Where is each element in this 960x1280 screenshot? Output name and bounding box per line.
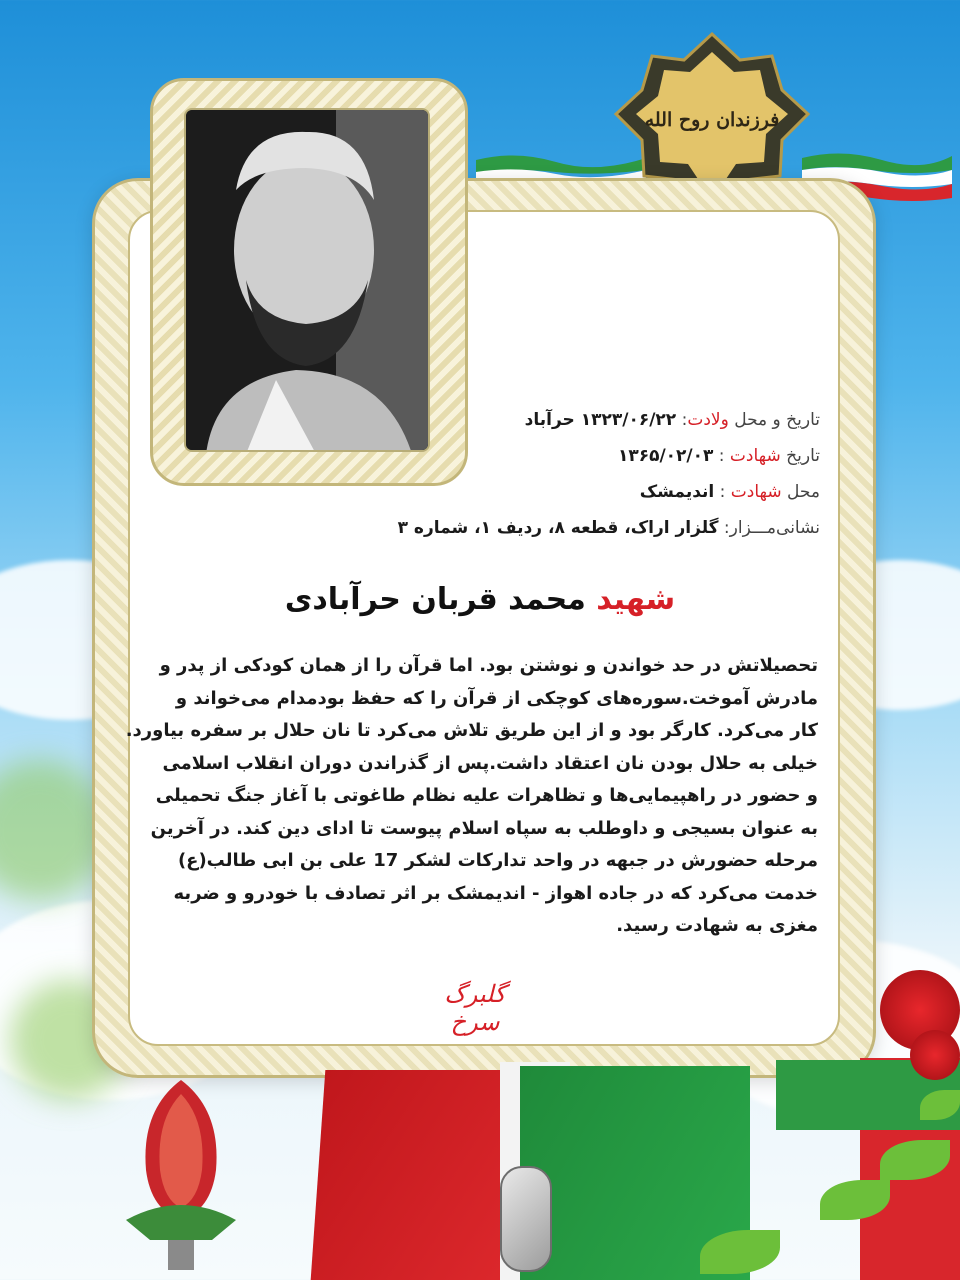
martyr-place-label-highlight: شهادت	[730, 482, 782, 502]
signature-logo: گلبرگ سرخ	[444, 980, 506, 1036]
martyr-place-label-colon: :	[714, 482, 731, 502]
portrait-image	[186, 110, 430, 452]
tulip-monument	[116, 1070, 246, 1270]
martyr-place-label: محل	[781, 482, 820, 502]
martyr-name-title	[160, 582, 800, 617]
grave-label: نشانی‌مـــزار:	[718, 518, 820, 538]
bio-line: خیلی به حلال بودن نان اعتقاد داشت.پس از گذراندن دوران انقلاب اسلامی	[162, 752, 818, 774]
bio-line: مادرش آموخت.سوره‌های کوچکی از قرآن را که حفظ بودمدام می‌خواند و	[175, 687, 818, 709]
bio-line: کار می‌کرد. کارگر بود و از این طریق تلاش می‌کرد تا نان حلال بر سفره بیاورد.	[125, 720, 818, 741]
bio-line: مغزی به شهادت رسید.	[616, 915, 818, 936]
biography-text	[125, 650, 818, 943]
martyr-photo	[184, 108, 430, 452]
birth-label: تاریخ و محل	[728, 410, 820, 430]
grave-value: گلزار اراک، قطعه ۸، ردیف ۱، شماره ۳	[397, 518, 719, 538]
title-prefix: شهید	[596, 582, 676, 617]
martyr-place-row	[260, 474, 820, 510]
birth-value: ۱۳۲۳/۰۶/۲۲ حرآباد	[524, 410, 677, 430]
red-flower	[910, 1030, 960, 1080]
birth-label-colon: :	[676, 410, 688, 430]
martyr-date-label: تاریخ	[780, 446, 820, 466]
bio-line: مرحله حضورش در جبهه در واحد تدارکات لشکر 17 علی بن ابی طالب(ع)	[177, 850, 818, 871]
calligraphy-text: فرزندان روح الله	[644, 109, 780, 131]
bio-line: خدمت می‌کرد که در جاده اهواز - اندیمشک بر اثر تصادف با خودرو و ضربه	[173, 882, 818, 904]
dog-tag	[500, 1166, 552, 1272]
martyr-date-label-highlight: شهادت	[729, 446, 781, 466]
bio-line: به عنوان بسیجی و داوطلب به سپاه اسلام پیوست تا ادای دین کند. در آخرین	[150, 817, 818, 839]
birth-label-highlight: ولادت	[687, 410, 729, 430]
martyr-place-value: اندیمشک	[639, 482, 715, 502]
grave-row	[260, 510, 820, 546]
bio-line: تحصیلاتش در حد خواندن و نوشتن بود. اما قرآن را از همان کودکی از پدر و	[159, 655, 818, 676]
martyr-date-value: ۱۳۶۵/۰۲/۰۳	[617, 446, 714, 466]
title-name: محمد قربان حرآبادی	[284, 582, 586, 617]
birth-row	[260, 402, 820, 438]
bio-line: و حضور در راهپیمایی‌ها و تظاهرات علیه نظام طاغوتی با آغاز جنگ تحمیلی	[155, 785, 818, 806]
martyr-date-label-colon: :	[713, 446, 730, 466]
info-block	[260, 402, 820, 546]
martyr-date-row	[260, 438, 820, 474]
